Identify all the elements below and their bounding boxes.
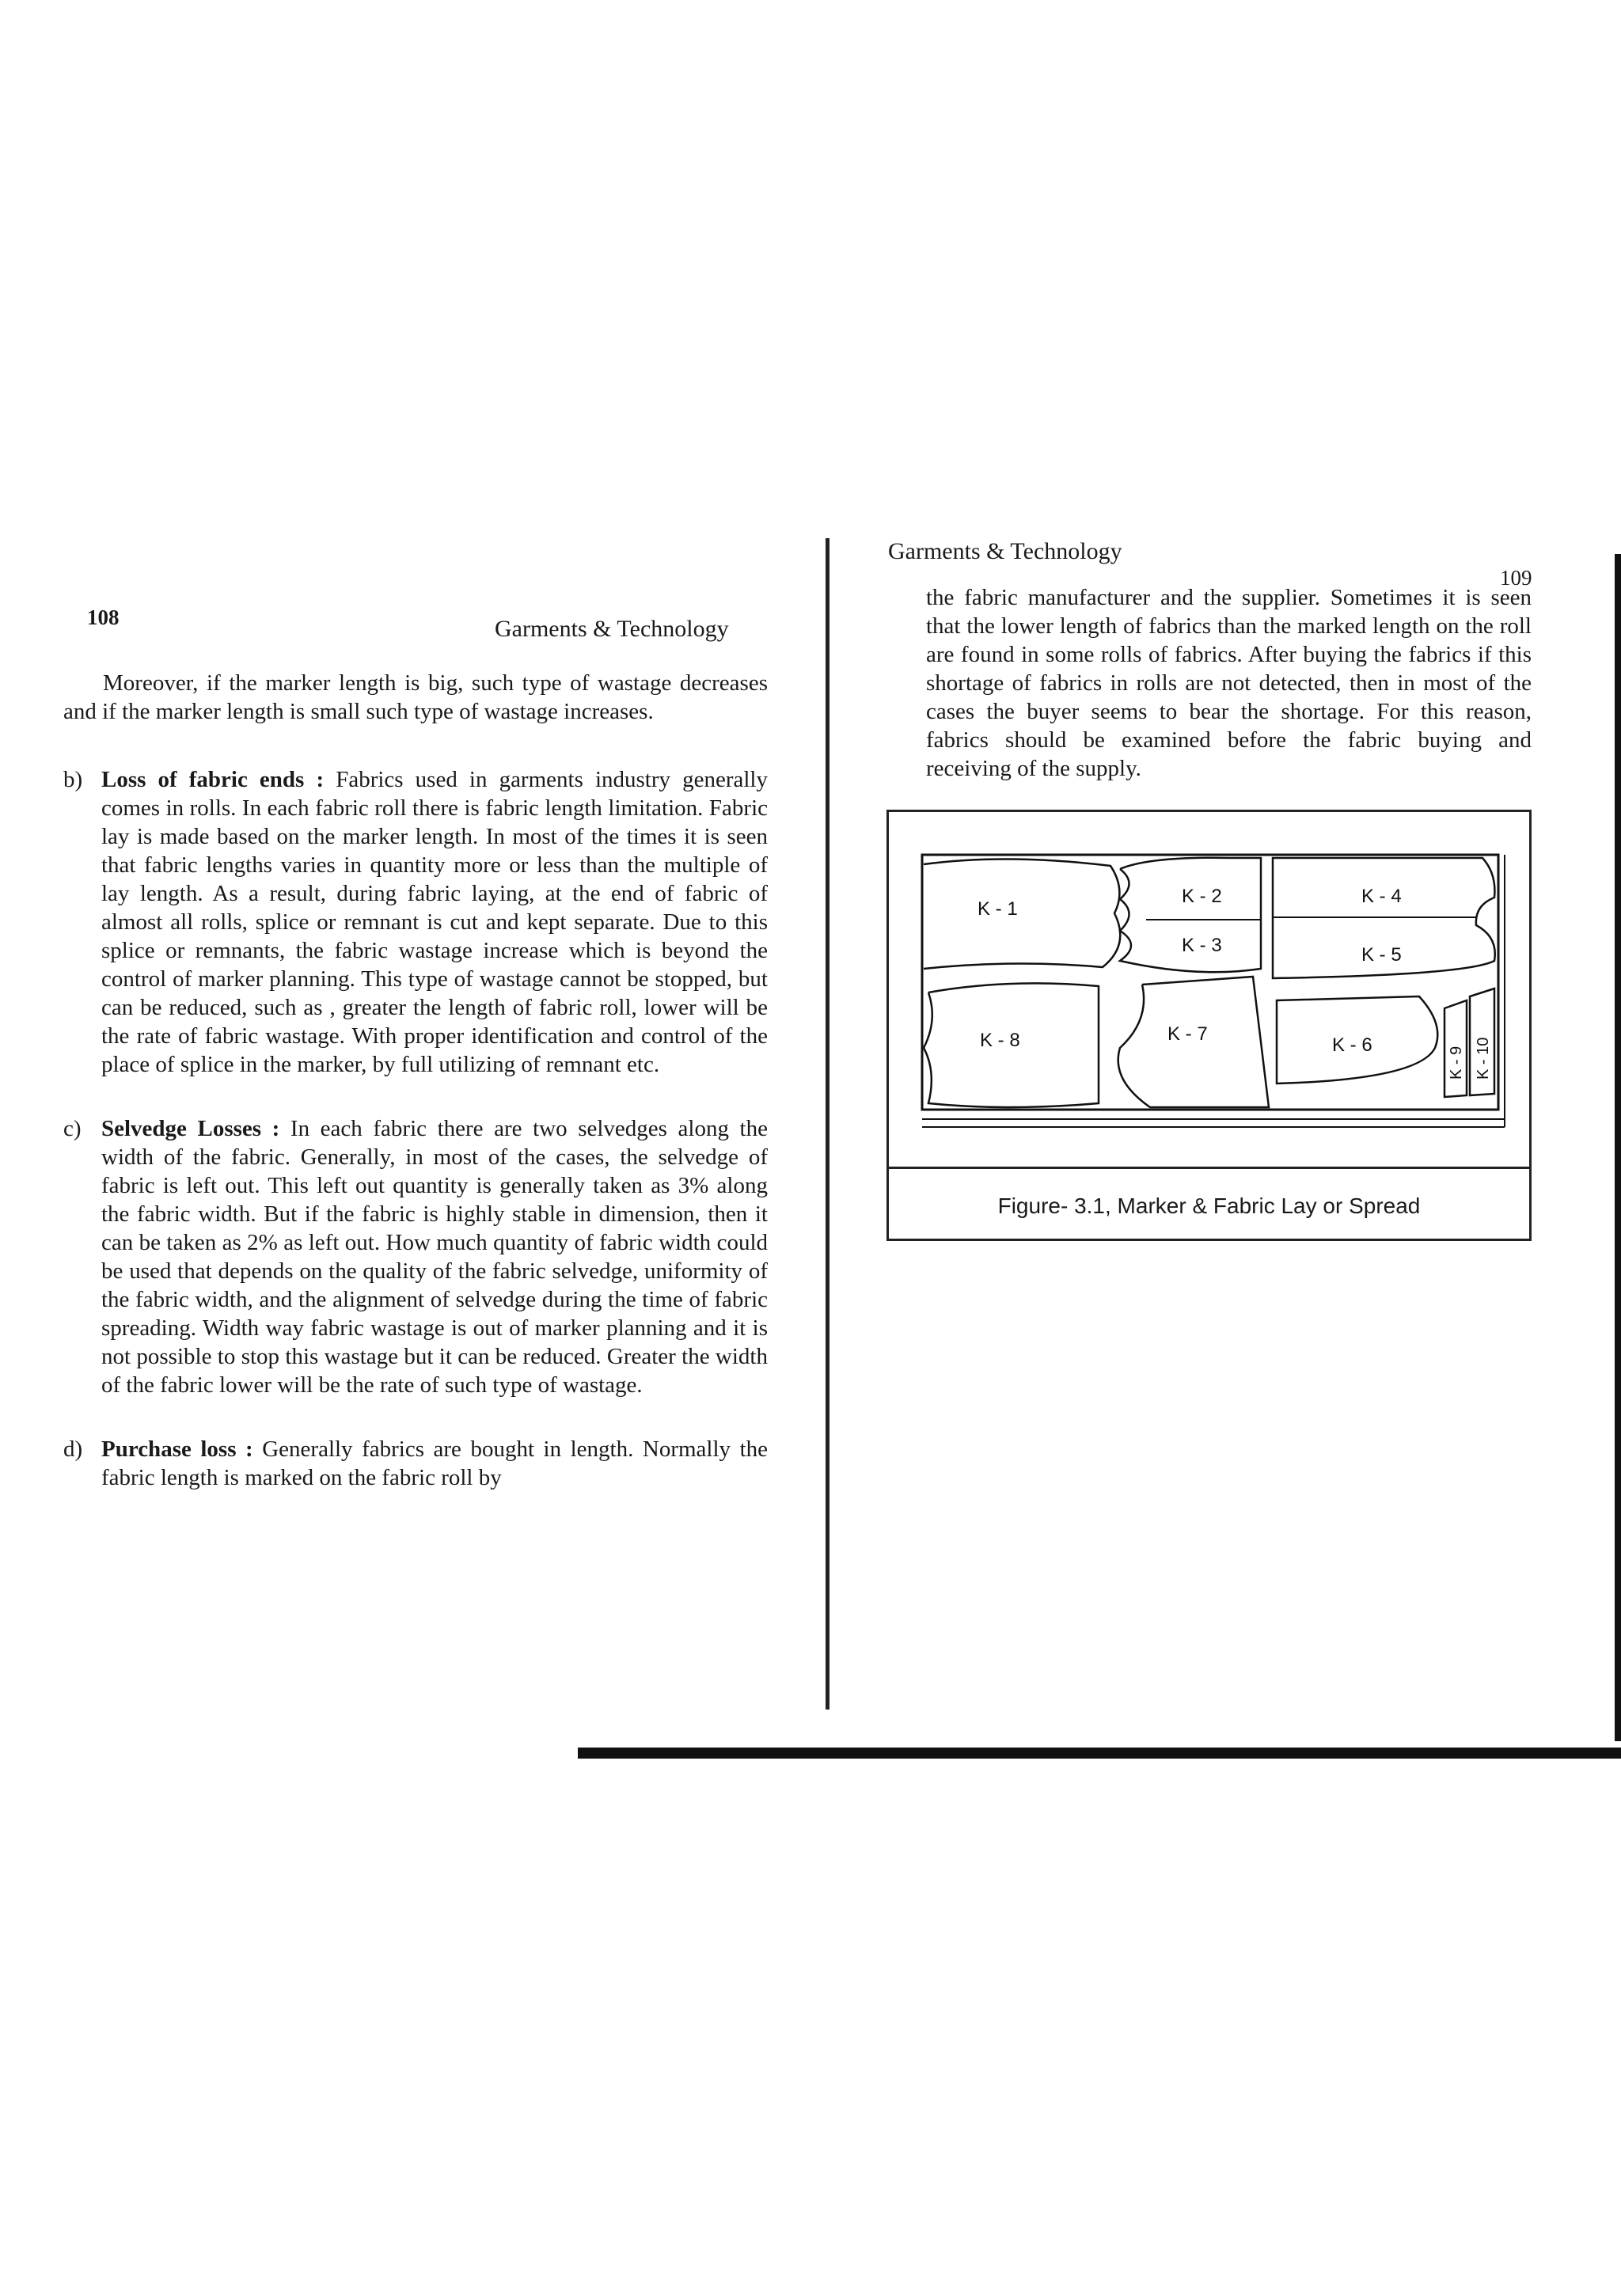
pattern-piece-k1: [924, 859, 1120, 969]
item-body: [101, 1114, 768, 1399]
item-body: [101, 1435, 768, 1492]
running-head: Garments & Technology: [495, 616, 729, 642]
item-text: Generally fabrics are bought in length. Normally the fabric length is marked on the fabric roll by: [101, 1436, 768, 1490]
piece-label: K - 9: [1448, 1046, 1465, 1080]
page-number: 108: [87, 605, 120, 629]
item-term: Purchase loss :: [101, 1436, 253, 1462]
item-text: Fabrics used in garments industry generally comes in rolls. In each fabric roll there is fabric length limitation. Fabric lay is made based on the marker length. In most of the times it is seen that fabric lengths varies in quantity more or less than the multiple of lay length. As a result, during fabric laying, at the end of fabric of almost all rolls, splice or remnant is cut and kept separate. Due to this splice or remnants, the fabric wastage increase which is beyond the control of marker planning. This type of wastage cannot be stopped, but can be reduced, such as , greater the length of fabric roll, lower will be the rate of fabric wastage. With proper identification and control of the place of splice in the marker, by full utilizing of remnant etc.: [101, 767, 768, 1077]
list-item-c: [63, 1114, 768, 1399]
page-bottom-shadow: [578, 1748, 1621, 1759]
item-marker: d): [63, 1436, 83, 1462]
running-head: Garments & Technology: [888, 538, 1122, 564]
marker-layout-diagram: [913, 842, 1510, 1143]
piece-label: K - 5: [1361, 944, 1402, 966]
piece-label: K - 4: [1361, 886, 1402, 907]
page-number: 109: [1500, 566, 1532, 590]
piece-label: K - 3: [1182, 935, 1222, 956]
piece-label: K - 8: [980, 1030, 1020, 1051]
item-term: Selvedge Losses :: [101, 1116, 280, 1141]
item-text: In each fabric there are two selvedges along the width of the fabric. Generally, in most of the cases, the selvedge of fabric is left out. This left out quantity is generally taken as 3% along the fabric width. But if the fabric is highly stable in dimension, then it can be taken as 2% as left out. How much quantity of fabric width could be used that depends on the quality of the fabric selvedge, uniformity of the fabric width, and the alignment of selvedge during the time of fabric spreading. Width way fabric wastage is out of marker planning and it is not possible to stop this wastage but it can be reduced. Greater the width of the fabric lower will be the rate of such type of wastage.: [101, 1116, 768, 1398]
piece-label: K - 6: [1332, 1034, 1372, 1056]
figure-caption: Figure- 3.1, Marker & Fabric Lay or Spread: [889, 1167, 1529, 1243]
item-body: [101, 765, 768, 1079]
list-item-d: [63, 1435, 768, 1492]
piece-label: K - 2: [1182, 886, 1222, 907]
piece-label: K - 10: [1475, 1037, 1492, 1080]
left-body: [63, 669, 768, 1492]
continuation-paragraph: the fabric manufacturer and the supplier. Sometimes it is seen that the lower length of fabrics than the marked length on the roll are found in some rolls of fabrics. After buying the fabrics if this shortage of fabrics in rolls are not detected, then in most of the cases the buyer seems to bear the shortage. For this reason, fabrics should be examined before the fabric buying and receiving of the supply.: [926, 585, 1532, 781]
piece-label: K - 1: [978, 898, 1018, 920]
item-term: Loss of fabric ends :: [101, 767, 325, 792]
list-item-b: [63, 765, 768, 1079]
intro-paragraph: Moreover, if the marker length is big, such type of wastage decreases and if the marker length is small such type of wastage increases.: [63, 670, 768, 724]
piece-label: K - 7: [1167, 1023, 1208, 1045]
item-marker: b): [63, 767, 83, 792]
page-edge-shadow: [1615, 554, 1621, 1741]
figure: [886, 810, 1532, 1241]
book-spine: [826, 538, 829, 1710]
item-marker: c): [63, 1116, 82, 1141]
